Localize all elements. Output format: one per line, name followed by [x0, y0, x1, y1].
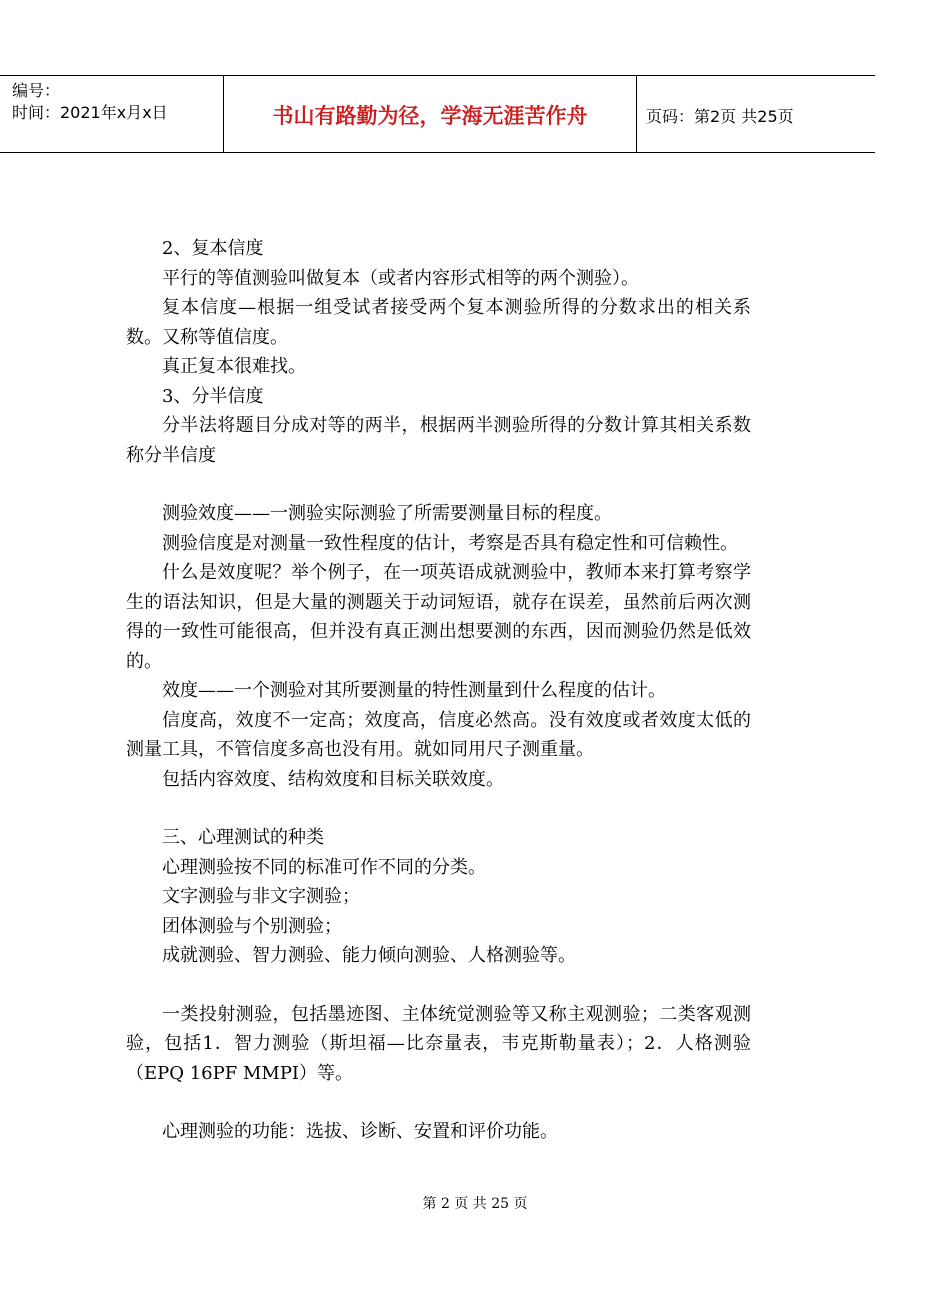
- body-paragraph: 效度——一个测验对其所要测量的特性测量到什么程度的估计。: [162, 680, 666, 701]
- doc-code-label: 编号：: [12, 81, 61, 100]
- page-footer: 第 2 页 共 25 页: [422, 1196, 528, 1212]
- body-paragraph: 文字测验与非文字测验；: [162, 886, 360, 907]
- body-paragraph: 成就测验、智力测验、能力倾向测验、人格测验等。: [162, 945, 576, 966]
- body-paragraph: 心理测验的功能：选拔、诊断、安置和评价功能。: [162, 1121, 558, 1142]
- body-paragraph: 测验信度是对测量一致性程度的估计，考察是否具有稳定性和可信赖性。: [162, 532, 738, 554]
- header-meta-cell: [0, 76, 224, 152]
- body-paragraph: 什么是效度呢？举个例子，在一项英语成就测验中，教师本来打算考察学生的语法知识，但是大量的测题关于动词短语，就存在误差，虽然前后两次测得的一致性可能很高，但并没有真正测出想要测的东西，因而测验仍然是低效的。: [126, 562, 751, 672]
- body-paragraph: 真正复本很难找。: [162, 356, 306, 377]
- header-motto-cell: [224, 76, 637, 152]
- body-paragraph: 3、分半信度: [162, 385, 264, 407]
- page-header: [0, 75, 875, 153]
- paragraph-gap: [126, 794, 751, 823]
- body-paragraph: 平行的等值测验叫做复本（或者内容形式相等的两个测验）。: [162, 267, 639, 289]
- body-paragraph: 信度高，效度不一定高；效度高，信度必然高。没有效度或者效度太低的测量工具，不管信度多高也没有用。就如同用尺子测重量。: [126, 709, 751, 760]
- paragraph-gap: [126, 971, 751, 1000]
- body-paragraph: 2、复本信度: [162, 238, 264, 259]
- body-paragraph: 一类投射测验，包括墨迹图、主体统觉测验等又称主观测验；二类客观测验，包括1．智力测验（斯坦福—比奈量表，韦克斯勒量表）；2．人格测验（EPQ 16PF MMPI）等。: [126, 1003, 751, 1084]
- body-paragraph: 团体测验与个别测验；: [162, 915, 342, 937]
- doc-time-label: 时间：2021年x月x日: [12, 103, 168, 122]
- body-paragraph: 包括内容效度、结构效度和目标关联效度。: [162, 768, 504, 790]
- body-paragraph: 分半法将题目分成对等的两半，根据两半测验所得的分数计算其相关系数称分半信度: [126, 415, 751, 466]
- document-body: [126, 234, 751, 1147]
- body-paragraph: 测验效度——一测验实际测验了所需要测量目标的程度。: [162, 503, 612, 524]
- header-page-info: 页码：第2页 共25页: [646, 107, 794, 126]
- paragraph-gap: [126, 1088, 751, 1117]
- body-paragraph: 三、心理测试的种类: [162, 827, 324, 848]
- body-paragraph: 心理测验按不同的标准可作不同的分类。: [162, 856, 486, 878]
- body-paragraph: 复本信度—根据一组受试者接受两个复本测验所得的分数求出的相关系数。又称等值信度。: [126, 297, 751, 348]
- header-page-cell: [637, 76, 875, 152]
- header-motto: 书山有路勤为径，学海无涯苦作舟: [272, 104, 588, 128]
- paragraph-gap: [126, 470, 751, 499]
